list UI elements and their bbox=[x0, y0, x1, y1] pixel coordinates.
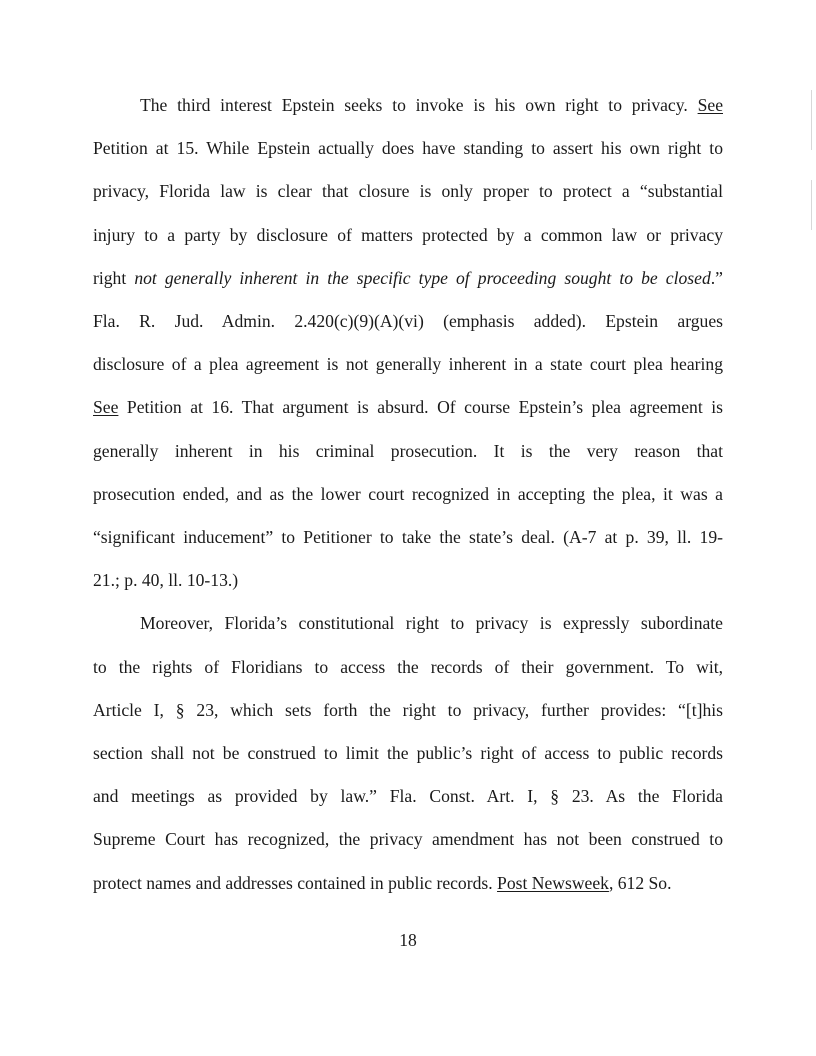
text-segment: prosecution ended, and as the lower court recognized in accepting the plea, it was a bbox=[93, 483, 723, 504]
text-line bbox=[93, 732, 723, 775]
text-segment: Petition at 15. While Epstein actually does have standing to assert his own right to bbox=[93, 138, 723, 159]
text-segment: Petition at 16. That argument is absurd. Of course Epstein’s plea agreement is bbox=[118, 397, 723, 418]
text-line bbox=[93, 343, 723, 386]
emphasized-text: not generally inherent in the specific type of proceeding sought to be closed bbox=[134, 267, 711, 288]
text-line bbox=[93, 516, 723, 559]
text-line bbox=[93, 646, 723, 689]
text-line bbox=[93, 602, 723, 645]
text-line bbox=[93, 689, 723, 732]
case-citation-link: See bbox=[697, 95, 723, 115]
paragraph bbox=[93, 84, 723, 602]
page-number: 18 bbox=[399, 930, 417, 950]
text-segment: privacy, Florida law is clear that closure is only proper to protect a “substantial bbox=[93, 181, 723, 202]
scan-edge-mark bbox=[811, 180, 812, 230]
text-line bbox=[93, 473, 723, 516]
text-segment: right bbox=[93, 267, 135, 288]
text-line bbox=[93, 300, 723, 343]
text-segment: .” bbox=[710, 267, 723, 288]
text-line bbox=[93, 386, 723, 429]
text-segment: Article I, § 23, which sets forth the right to privacy, further provides: “[t]his bbox=[93, 699, 723, 720]
text-line bbox=[93, 84, 723, 127]
text-segment: The third interest Epstein seeks to invoke is his own right to privacy. bbox=[140, 95, 698, 115]
text-segment: generally inherent in his criminal prosecution. It is the very reason that bbox=[93, 440, 723, 461]
text-segment: section shall not be construed to limit the public’s right of access to public records bbox=[93, 743, 723, 764]
body-text bbox=[93, 84, 723, 905]
text-line bbox=[93, 257, 723, 300]
case-citation-link: Post Newsweek bbox=[497, 872, 609, 893]
text-line bbox=[93, 559, 723, 602]
text-line bbox=[93, 818, 723, 861]
text-line bbox=[93, 127, 723, 170]
text-segment: Moreover, Florida’s constitutional right to privacy is expressly subordinate bbox=[140, 613, 723, 634]
text-segment: protect names and addresses contained in public records. bbox=[93, 872, 498, 893]
text-line bbox=[93, 170, 723, 213]
text-line bbox=[93, 214, 723, 257]
case-citation-link: See bbox=[93, 397, 119, 418]
text-segment: Supreme Court has recognized, the privacy amendment has not been construed to bbox=[93, 829, 723, 850]
text-line bbox=[93, 775, 723, 818]
text-segment: Fla. R. Jud. Admin. 2.420(c)(9)(A)(vi) (emphasis added). Epstein argues bbox=[93, 311, 723, 332]
text-segment: 21.; p. 40, ll. 10-13.) bbox=[93, 570, 239, 591]
text-line bbox=[93, 430, 723, 473]
scan-edge-mark bbox=[811, 90, 812, 150]
text-segment: disclosure of a plea agreement is not generally inherent in a state court plea hearing bbox=[93, 354, 723, 375]
paragraph bbox=[93, 602, 723, 904]
text-segment: “significant inducement” to Petitioner to take the state’s deal. (A-7 at p. 39, ll. 19- bbox=[93, 527, 723, 548]
text-segment: , 612 So. bbox=[608, 872, 672, 893]
text-line bbox=[93, 862, 723, 905]
text-segment: injury to a party by disclosure of matters protected by a common law or privacy bbox=[93, 224, 723, 245]
text-segment: to the rights of Floridians to access the records of their government. To wit, bbox=[93, 656, 723, 677]
text-segment: and meetings as provided by law.” Fla. Const. Art. I, § 23. As the Florida bbox=[93, 786, 723, 807]
